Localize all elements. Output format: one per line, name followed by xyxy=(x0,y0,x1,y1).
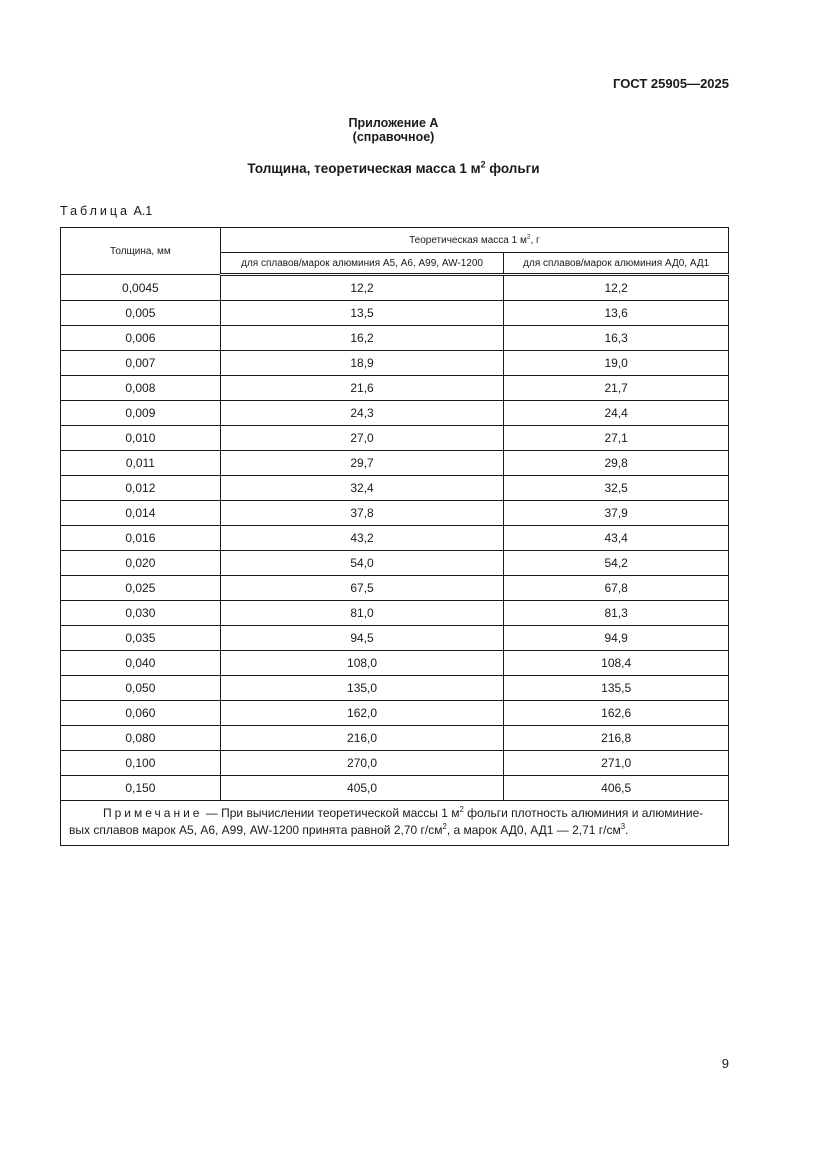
cell-thickness: 0,080 xyxy=(61,726,221,751)
cell-mass-ad0-group: 271,0 xyxy=(504,751,729,776)
table-row xyxy=(61,651,729,676)
table-row xyxy=(61,751,729,776)
cell-mass-ad0-group: 24,4 xyxy=(504,401,729,426)
cell-mass-a5-group: 32,4 xyxy=(220,476,504,501)
cell-thickness: 0,030 xyxy=(61,601,221,626)
appendix-subtitle: (справочное) xyxy=(352,130,435,144)
cell-mass-a5-group: 27,0 xyxy=(220,426,504,451)
section-title xyxy=(0,161,787,176)
table-row xyxy=(61,401,729,426)
note-text-3: , а марок АД0, АД1 — 2,71 г/см xyxy=(446,823,621,837)
cell-mass-a5-group: 108,0 xyxy=(220,651,504,676)
cell-mass-ad0-group: 54,2 xyxy=(504,551,729,576)
cell-mass-a5-group: 94,5 xyxy=(220,626,504,651)
header-thickness: Толщина, мм xyxy=(61,228,221,275)
cell-mass-a5-group: 16,2 xyxy=(220,326,504,351)
note-superscript-2: 2 xyxy=(442,822,447,831)
cell-thickness: 0,011 xyxy=(61,451,221,476)
table-row xyxy=(61,526,729,551)
standard-number: ГОСТ 25905—2025 xyxy=(613,76,729,91)
cell-mass-ad0-group: 135,5 xyxy=(504,676,729,701)
cell-mass-ad0-group: 43,4 xyxy=(504,526,729,551)
table-row xyxy=(61,301,729,326)
cell-mass-ad0-group: 67,8 xyxy=(504,576,729,601)
cell-thickness: 0,060 xyxy=(61,701,221,726)
cell-mass-a5-group: 12,2 xyxy=(220,275,504,301)
cell-mass-a5-group: 405,0 xyxy=(220,776,504,801)
cell-mass-ad0-group: 162,6 xyxy=(504,701,729,726)
note-text-1: — При вычислении теоретической массы 1 м xyxy=(202,806,460,820)
cell-mass-ad0-group: 29,8 xyxy=(504,451,729,476)
header-mass-unit: , г xyxy=(530,234,540,246)
cell-mass-a5-group: 29,7 xyxy=(220,451,504,476)
cell-mass-a5-group: 21,6 xyxy=(220,376,504,401)
table-row xyxy=(61,626,729,651)
cell-thickness: 0,020 xyxy=(61,551,221,576)
section-title-tail: фольги xyxy=(485,161,540,176)
cell-thickness: 0,008 xyxy=(61,376,221,401)
table-row xyxy=(61,776,729,801)
note-text-2: фольги плотность алюминия и алюминиевых сплавов марок А5, А6, А99, AW-1200 принята равной 2,70 г/см xyxy=(69,806,704,837)
table-row xyxy=(61,501,729,526)
cell-mass-ad0-group: 108,4 xyxy=(504,651,729,676)
cell-thickness: 0,035 xyxy=(61,626,221,651)
cell-mass-ad0-group: 94,9 xyxy=(504,626,729,651)
appendix-title: Приложение А xyxy=(348,116,439,130)
cell-thickness: 0,016 xyxy=(61,526,221,551)
cell-mass-ad0-group: 216,8 xyxy=(504,726,729,751)
cell-thickness: 0,050 xyxy=(61,676,221,701)
table-row xyxy=(61,426,729,451)
header-theoretical-mass xyxy=(220,228,728,253)
cell-mass-ad0-group: 19,0 xyxy=(504,351,729,376)
cell-thickness: 0,010 xyxy=(61,426,221,451)
table-row xyxy=(61,676,729,701)
cell-thickness: 0,005 xyxy=(61,301,221,326)
cell-mass-ad0-group: 12,2 xyxy=(504,275,729,301)
table-row xyxy=(61,451,729,476)
cell-mass-a5-group: 24,3 xyxy=(220,401,504,426)
cell-thickness: 0,014 xyxy=(61,501,221,526)
cell-mass-a5-group: 18,9 xyxy=(220,351,504,376)
cell-thickness: 0,150 xyxy=(61,776,221,801)
table-row xyxy=(61,376,729,401)
note-label: Примечание xyxy=(103,806,203,820)
cell-mass-a5-group: 162,0 xyxy=(220,701,504,726)
table-caption-number: А.1 xyxy=(133,204,153,218)
header-mass-text: Теоретическая масса 1 м xyxy=(409,234,527,246)
table-row xyxy=(61,476,729,501)
cell-thickness: 0,100 xyxy=(61,751,221,776)
appendix-heading xyxy=(0,116,787,144)
header-alloys-ad0-group: для сплавов/марок алюминия АД0, АД1 xyxy=(504,253,729,275)
cell-mass-a5-group: 67,5 xyxy=(220,576,504,601)
section-title-superscript: 2 xyxy=(480,159,486,170)
cell-mass-ad0-group: 21,7 xyxy=(504,376,729,401)
cell-mass-ad0-group: 27,1 xyxy=(504,426,729,451)
thickness-mass-table xyxy=(60,227,729,846)
cell-mass-ad0-group: 81,3 xyxy=(504,601,729,626)
header-alloys-a5-group: для сплавов/марок алюминия А5, А6, А99, AW-1200 xyxy=(220,253,504,275)
cell-mass-ad0-group: 32,5 xyxy=(504,476,729,501)
cell-mass-a5-group: 216,0 xyxy=(220,726,504,751)
table-caption xyxy=(60,204,152,218)
header-mass-superscript: 2 xyxy=(526,233,531,241)
table-body xyxy=(61,275,729,801)
note-superscript-3: 3 xyxy=(620,822,626,831)
table-row xyxy=(61,701,729,726)
cell-mass-ad0-group: 13,6 xyxy=(504,301,729,326)
cell-mass-a5-group: 43,2 xyxy=(220,526,504,551)
cell-thickness: 0,0045 xyxy=(61,275,221,301)
page-number: 9 xyxy=(721,1056,729,1071)
cell-mass-a5-group: 81,0 xyxy=(220,601,504,626)
cell-thickness: 0,009 xyxy=(61,401,221,426)
table-row xyxy=(61,551,729,576)
table-row xyxy=(61,726,729,751)
cell-thickness: 0,025 xyxy=(61,576,221,601)
table-row xyxy=(61,351,729,376)
note-superscript-1: 2 xyxy=(459,805,464,814)
cell-thickness: 0,006 xyxy=(61,326,221,351)
cell-mass-ad0-group: 16,3 xyxy=(504,326,729,351)
table-row xyxy=(61,326,729,351)
cell-mass-ad0-group: 406,5 xyxy=(504,776,729,801)
cell-mass-a5-group: 270,0 xyxy=(220,751,504,776)
cell-mass-a5-group: 54,0 xyxy=(220,551,504,576)
table-caption-word: Таблица xyxy=(60,204,131,218)
table-row xyxy=(61,275,729,301)
cell-thickness: 0,012 xyxy=(61,476,221,501)
note-text-4: . xyxy=(625,823,629,837)
section-title-text: Толщина, теоретическая масса 1 м xyxy=(247,161,481,176)
cell-thickness: 0,007 xyxy=(61,351,221,376)
cell-mass-a5-group: 135,0 xyxy=(220,676,504,701)
cell-mass-a5-group: 37,8 xyxy=(220,501,504,526)
cell-mass-ad0-group: 37,9 xyxy=(504,501,729,526)
cell-mass-a5-group: 13,5 xyxy=(220,301,504,326)
table-row xyxy=(61,601,729,626)
table-row xyxy=(61,576,729,601)
table-note xyxy=(61,801,729,846)
cell-thickness: 0,040 xyxy=(61,651,221,676)
